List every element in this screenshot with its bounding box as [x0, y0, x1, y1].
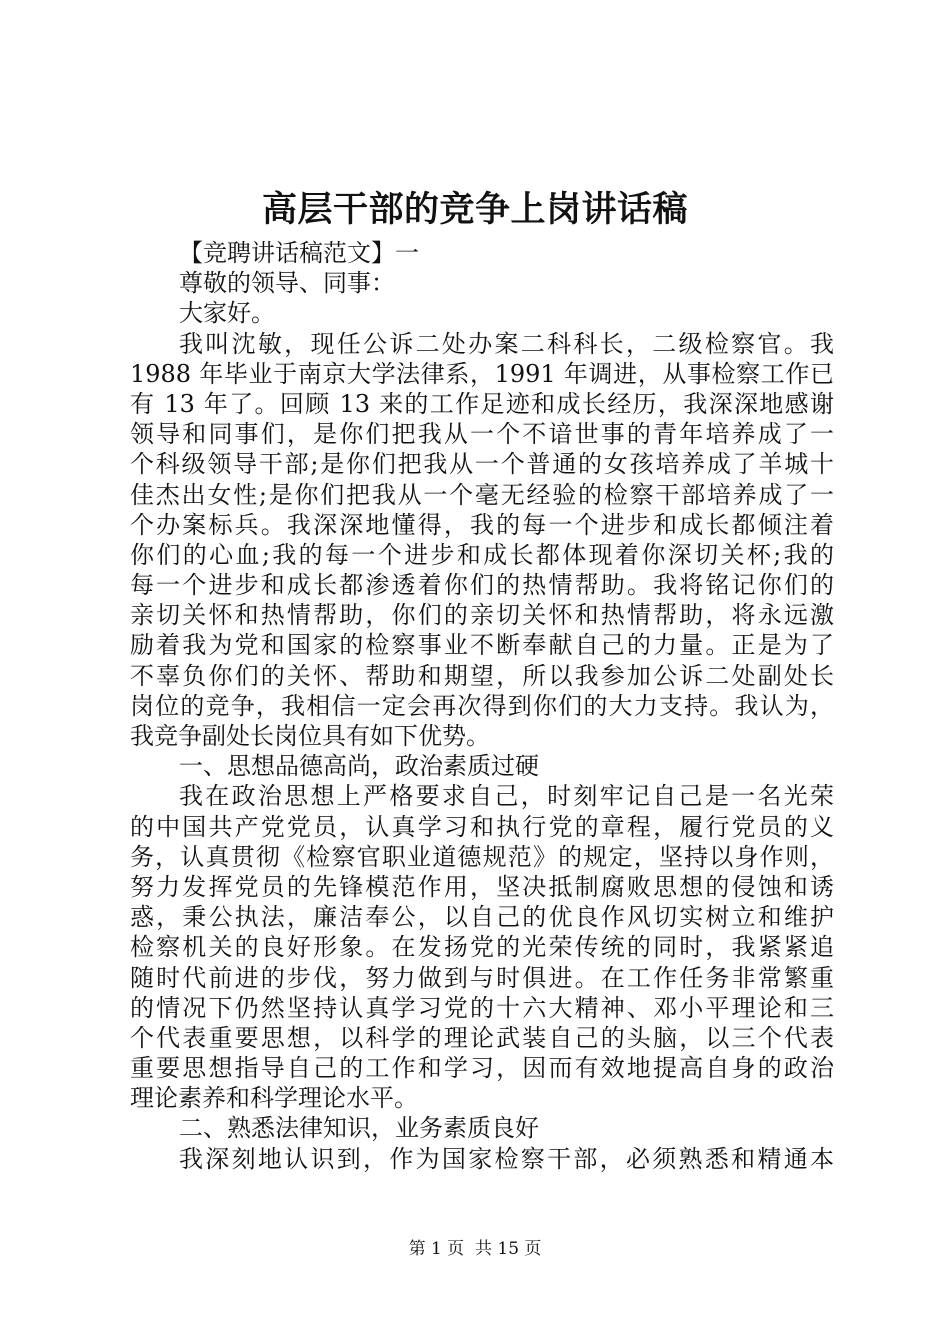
text-line: 岗位的竞争，我相信一定会再次得到你们的大力支持。我认为， — [130, 691, 834, 720]
text-line: 有 13 年了。回顾 13 来的工作足迹和成长经历，我深深地感谢 — [130, 389, 834, 418]
text-line: 随时代前进的步伐，努力做到与时俱进。在工作任务非常繁重 — [130, 963, 834, 992]
text-line: 个代表重要思想，以科学的理论武装自己的头脑，以三个代表 — [130, 1023, 834, 1052]
text-line: 检察机关的良好形象。在发扬党的光荣传统的同时，我紧紧追 — [130, 933, 834, 962]
text-line: 理论素养和科学理论水平。 — [130, 1084, 418, 1113]
text-line: 尊敬的领导、同事： — [179, 269, 395, 298]
text-line: 务，认真贯彻《检察官职业道德规范》的规定，坚持以身作则， — [130, 842, 834, 871]
text-line: 重要思想指导自己的工作和学习，因而有效地提高自身的政治 — [130, 1054, 834, 1083]
text-line: 一、思想品德高尚，政治素质过硬 — [179, 752, 539, 781]
text-line: 大家好。 — [179, 299, 275, 328]
text-line: 领导和同事们，是你们把我从一个不谙世事的青年培养成了一 — [130, 420, 834, 449]
text-line: 的情况下仍然坚持认真学习党的十六大精神、邓小平理论和三 — [130, 993, 834, 1022]
text-line: 励着我为党和国家的检察事业不断奉献自己的力量。正是为了 — [130, 631, 834, 660]
text-line: 的中国共产党党员，认真学习和执行党的章程，履行党员的义 — [130, 812, 834, 841]
document-body — [130, 238, 834, 1174]
text-line: 不辜负你们的关怀、帮助和期望，所以我参加公诉二处副处长 — [130, 661, 834, 690]
text-line: 每一个进步和成长都渗透着你们的热情帮助。我将铭记你们的 — [130, 571, 834, 600]
text-line: 1988 年毕业于南京大学法律系，1991 年调进，从事检察工作已 — [130, 359, 834, 388]
text-line: 努力发挥党员的先锋模范作用，坚决抵制腐败思想的侵蚀和诱 — [130, 872, 834, 901]
text-line: 惑，秉公执法，廉洁奉公，以自己的优良作风切实树立和维护 — [130, 903, 834, 932]
text-line: 个办案标兵。我深深地懂得，我的每一个进步和成长都倾注着 — [130, 510, 834, 539]
text-line: 你们的心血;我的每一个进步和成长都体现着你深切关杯;我的 — [130, 540, 834, 569]
text-line: 我叫沈敏，现任公诉二处办案二科科长，二级检察官。我 — [179, 329, 834, 358]
text-line: 我竞争副处长岗位具有如下优势。 — [130, 722, 490, 750]
text-line: 二、熟悉法律知识，业务素质良好 — [179, 1114, 539, 1143]
text-line: 亲切关怀和热情帮助，你们的亲切关怀和热情帮助，将永远激 — [130, 601, 834, 630]
text-line: 佳杰出女性;是你们把我从一个毫无经验的检察干部培养成了一 — [130, 480, 834, 509]
text-line: 我深刻地认识到，作为国家检察干部，必须熟悉和精通本 — [179, 1144, 834, 1173]
text-line: 我在政治思想上严格要求自己，时刻牢记自己是一名光荣 — [179, 782, 834, 811]
page-footer: 第 1 页 共 15 页 — [408, 1239, 542, 1259]
text-line: 个科级领导干部;是你们把我从一个普通的女孩培养成了羊城十 — [130, 450, 834, 479]
text-line: 【竞聘讲话稿范文】一 — [179, 239, 419, 267]
document-title: 高层干部的竞争上岗讲话稿 — [261, 189, 688, 230]
